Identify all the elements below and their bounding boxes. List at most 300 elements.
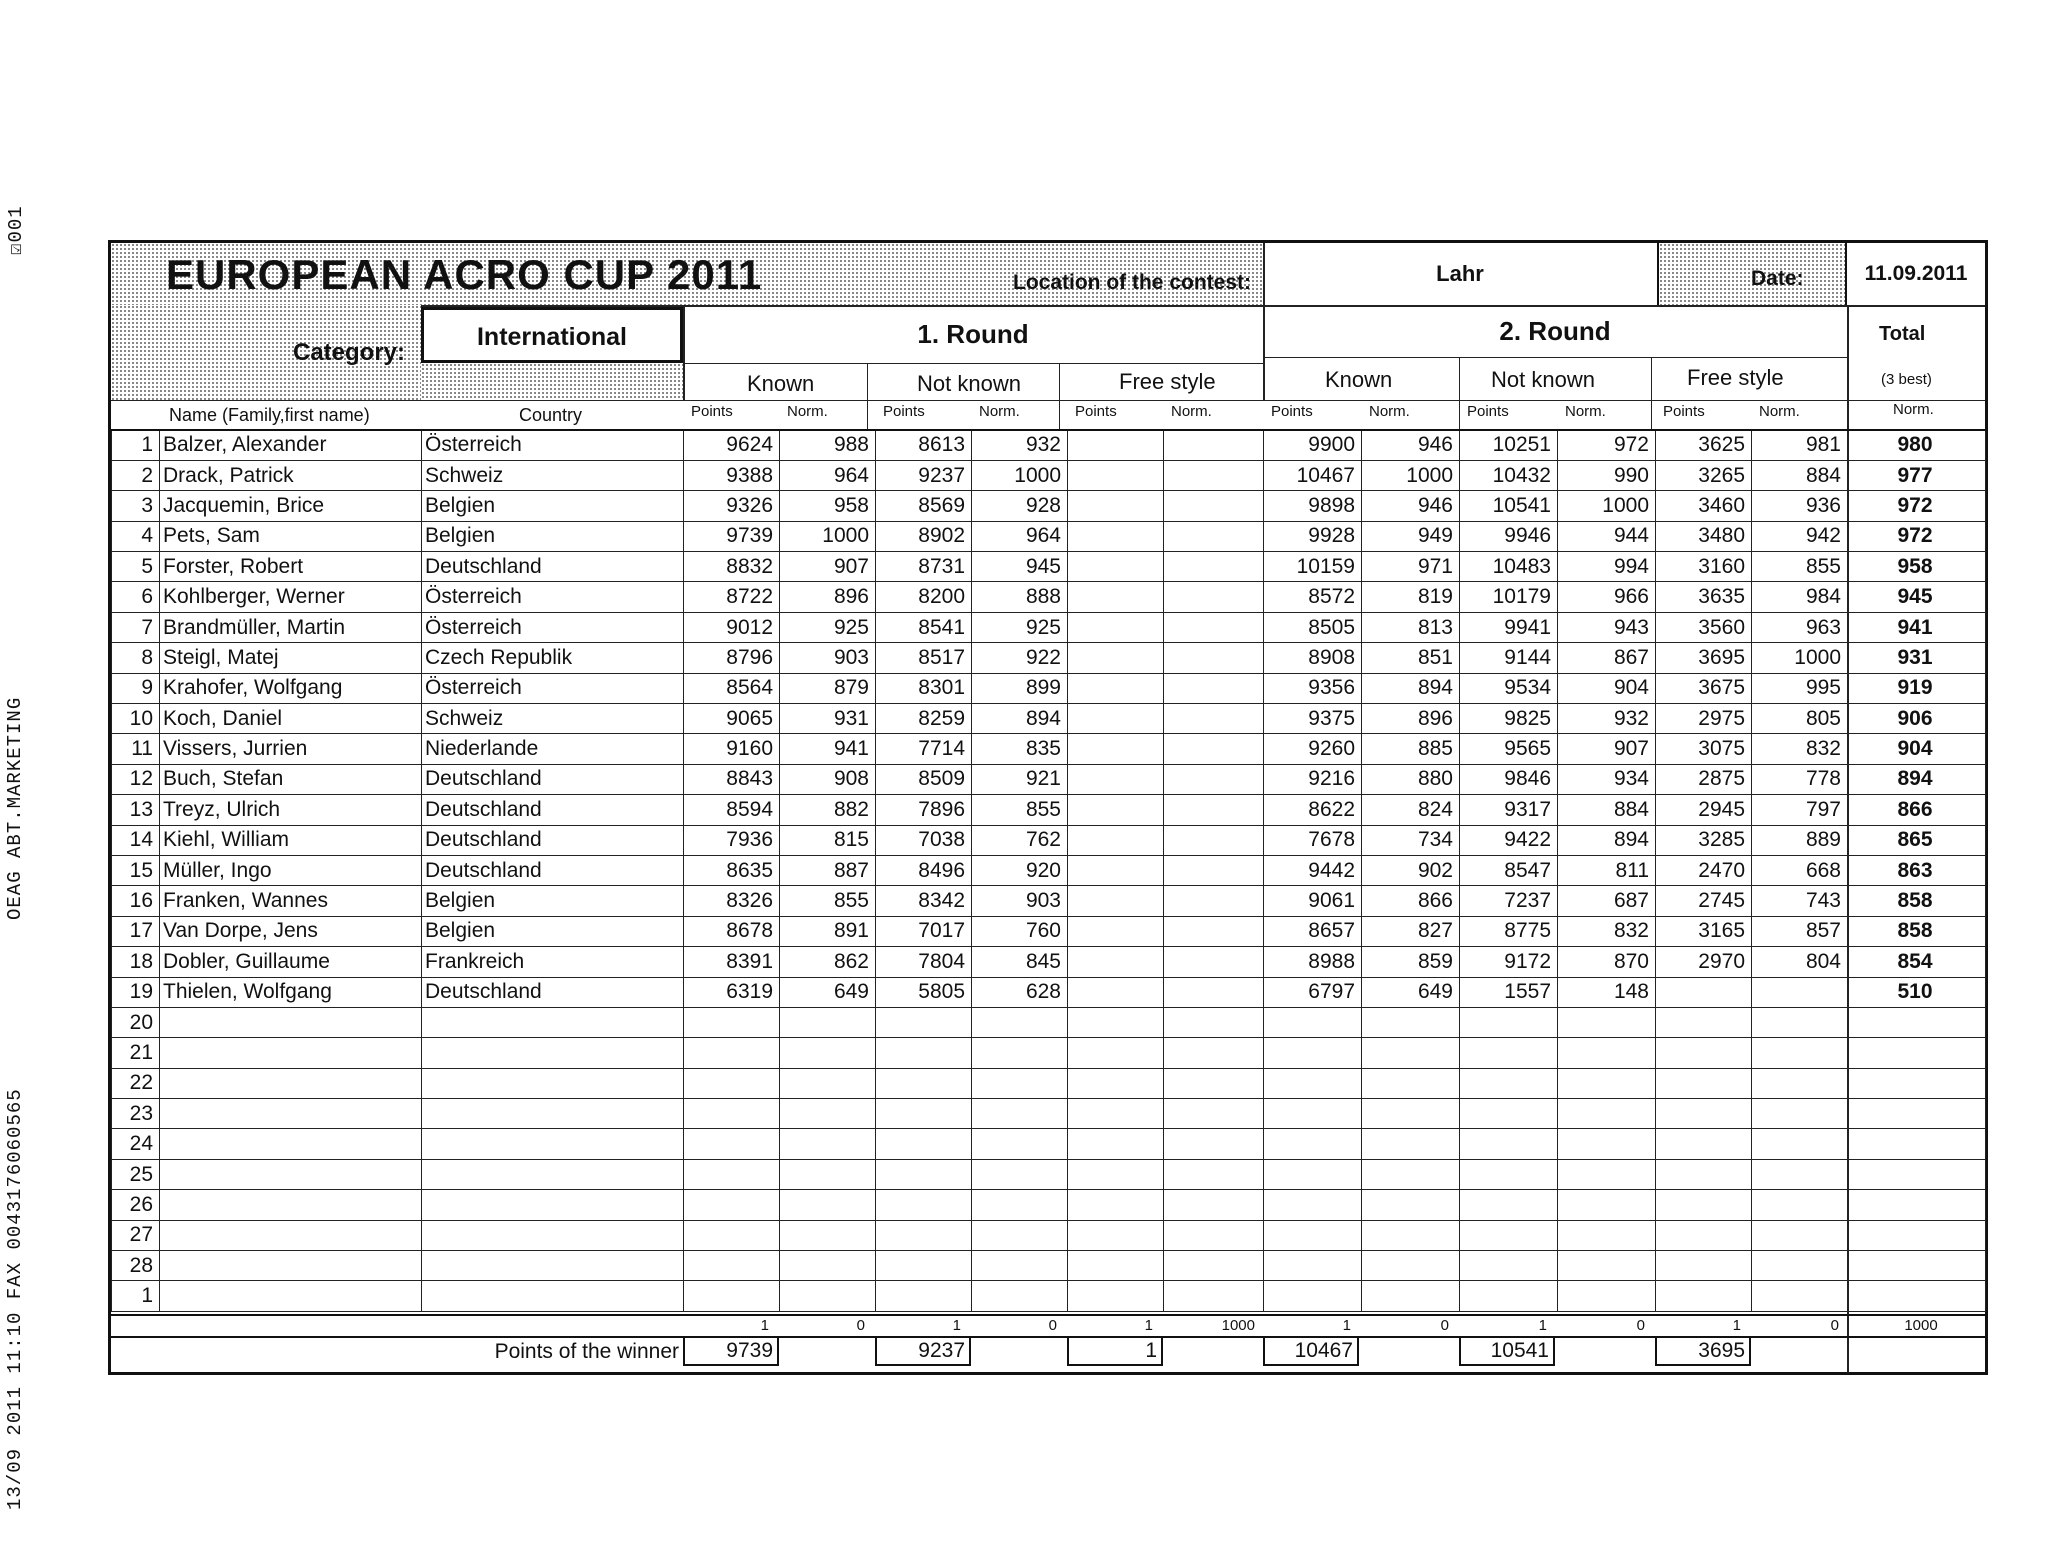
score-cell: 9317	[1460, 795, 1558, 825]
score-cell	[1558, 1099, 1656, 1129]
total-cell: 510	[1848, 977, 1986, 1007]
score-cell: 7896	[876, 795, 972, 825]
norm-subheader: Norm.	[787, 403, 828, 420]
score-cell: 942	[1752, 521, 1848, 551]
table-row	[112, 643, 1986, 673]
score-cell: 8635	[684, 855, 780, 885]
score-cell: 9624	[684, 430, 780, 460]
score-cell	[1068, 491, 1164, 521]
score-cell	[1164, 1281, 1264, 1311]
score-cell	[1460, 1129, 1558, 1159]
score-cell: 870	[1558, 947, 1656, 977]
rank-cell: 1	[112, 430, 160, 460]
name-cell: Franken, Wannes	[160, 886, 422, 916]
country-cell: Deutschland	[422, 855, 684, 885]
country-cell: Schweiz	[422, 460, 684, 490]
score-cell	[1164, 1007, 1264, 1037]
score-cell: 8908	[1264, 643, 1362, 673]
score-cell: 1557	[1460, 977, 1558, 1007]
score-cell: 891	[780, 916, 876, 946]
name-cell: Steigl, Matej	[160, 643, 422, 673]
score-cell: 899	[972, 673, 1068, 703]
norm-factor: 0	[1830, 1317, 1839, 1334]
score-cell: 5805	[876, 977, 972, 1007]
total-cell: 854	[1848, 947, 1986, 977]
score-cell	[1752, 1129, 1848, 1159]
score-cell	[780, 1007, 876, 1037]
score-cell: 10541	[1460, 491, 1558, 521]
score-cell	[1164, 886, 1264, 916]
total-norm-header: Norm.	[1893, 401, 1934, 418]
rank-cell: 6	[112, 582, 160, 612]
score-cell	[1068, 460, 1164, 490]
score-cell: 649	[1362, 977, 1460, 1007]
score-cell: 920	[972, 855, 1068, 885]
norm-factor: 0	[1440, 1317, 1449, 1334]
score-cell	[876, 1129, 972, 1159]
table-row	[112, 1038, 1986, 1068]
rank-cell: 27	[112, 1220, 160, 1250]
points-subheader: Points	[1271, 403, 1313, 420]
table-row	[112, 947, 1986, 977]
score-cell: 8200	[876, 582, 972, 612]
score-cell	[876, 1220, 972, 1250]
score-cell: 835	[972, 734, 1068, 764]
r2-free-style-label: Free style	[1687, 365, 1784, 390]
country-cell	[422, 1159, 684, 1189]
country-cell: Belgien	[422, 886, 684, 916]
score-cell	[1068, 795, 1164, 825]
score-cell: 889	[1752, 825, 1848, 855]
score-cell: 994	[1558, 552, 1656, 582]
score-cell	[972, 1190, 1068, 1220]
score-cell: 8342	[876, 886, 972, 916]
score-cell: 866	[1362, 886, 1460, 916]
name-cell: Kohlberger, Werner	[160, 582, 422, 612]
score-cell: 884	[1558, 795, 1656, 825]
total-cell: 941	[1848, 612, 1986, 642]
score-cell: 857	[1752, 916, 1848, 946]
score-cell	[1164, 673, 1264, 703]
score-cell: 2745	[1656, 886, 1752, 916]
winner-points-label: Points of the winner	[494, 1340, 679, 1363]
score-cell	[1068, 673, 1164, 703]
total-cell	[1848, 1129, 1986, 1159]
name-cell: Brandmüller, Martin	[160, 612, 422, 642]
score-cell: 8832	[684, 552, 780, 582]
score-cell	[1068, 704, 1164, 734]
norm-subheader: Norm.	[979, 403, 1020, 420]
score-cell: 797	[1752, 795, 1848, 825]
table-row	[112, 734, 1986, 764]
score-cell: 3075	[1656, 734, 1752, 764]
name-cell: Drack, Patrick	[160, 460, 422, 490]
date-label: Date:	[1751, 267, 1804, 290]
score-cell: 8505	[1264, 612, 1362, 642]
score-cell: 6319	[684, 977, 780, 1007]
table-row	[112, 1007, 1986, 1037]
country-cell: Czech Republik	[422, 643, 684, 673]
r2-not-known-label: Not known	[1491, 367, 1595, 392]
winner-points-value: 1	[1067, 1336, 1163, 1366]
score-cell	[1068, 612, 1164, 642]
results-sheet	[108, 240, 1988, 1375]
score-cell: 921	[972, 764, 1068, 794]
name-cell: Thielen, Wolfgang	[160, 977, 422, 1007]
round1-label: 1. Round	[917, 319, 1029, 349]
name-cell: Kiehl, William	[160, 825, 422, 855]
score-cell: 9356	[1264, 673, 1362, 703]
score-cell: 988	[780, 430, 876, 460]
total-cell: 972	[1848, 521, 1986, 551]
score-cell	[1164, 947, 1264, 977]
score-cell	[1460, 1099, 1558, 1129]
norm-factor: 1	[1342, 1317, 1351, 1334]
rank-cell: 24	[112, 1129, 160, 1159]
score-cell: 815	[780, 825, 876, 855]
score-cell	[1460, 1159, 1558, 1189]
score-cell	[1752, 1281, 1848, 1311]
table-row	[112, 825, 1986, 855]
score-cell	[1164, 552, 1264, 582]
score-cell: 9825	[1460, 704, 1558, 734]
score-cell: 894	[972, 704, 1068, 734]
score-cell: 8722	[684, 582, 780, 612]
score-cell	[1362, 1007, 1460, 1037]
name-cell: Koch, Daniel	[160, 704, 422, 734]
score-cell	[1068, 947, 1164, 977]
score-cell: 148	[1558, 977, 1656, 1007]
sheet-title: EUROPEAN ACRO CUP 2011	[166, 251, 763, 298]
score-cell	[684, 1251, 780, 1281]
score-cell	[1264, 1129, 1362, 1159]
table-row	[112, 855, 1986, 885]
score-cell: 9061	[1264, 886, 1362, 916]
country-cell: Österreich	[422, 430, 684, 460]
score-cell: 10179	[1460, 582, 1558, 612]
r1-known-label: Known	[747, 371, 815, 396]
total-cell	[1848, 1038, 1986, 1068]
score-cell	[1264, 1220, 1362, 1250]
norm-factor: 0	[1048, 1317, 1057, 1334]
fax-transmission-header	[4, 40, 30, 1510]
table-row	[112, 552, 1986, 582]
score-cell	[684, 1220, 780, 1250]
score-cell: 880	[1362, 764, 1460, 794]
score-cell: 9946	[1460, 521, 1558, 551]
country-cell: Österreich	[422, 612, 684, 642]
score-cell: 3675	[1656, 673, 1752, 703]
score-cell: 903	[780, 643, 876, 673]
score-cell: 8796	[684, 643, 780, 673]
score-cell: 1000	[780, 521, 876, 551]
total-cell	[1848, 1068, 1986, 1098]
score-cell	[1164, 795, 1264, 825]
score-cell: 3165	[1656, 916, 1752, 946]
table-row	[112, 1220, 1986, 1250]
score-cell: 896	[1362, 704, 1460, 734]
score-cell: 734	[1362, 825, 1460, 855]
country-cell: Belgien	[422, 521, 684, 551]
score-cell	[1264, 1251, 1362, 1281]
score-cell	[1164, 1190, 1264, 1220]
total-cell	[1848, 1159, 1986, 1189]
score-cell	[1164, 1099, 1264, 1129]
score-cell: 7678	[1264, 825, 1362, 855]
total-cell	[1848, 1281, 1986, 1311]
score-cell	[1558, 1007, 1656, 1037]
score-cell: 668	[1752, 855, 1848, 885]
score-cell: 10159	[1264, 552, 1362, 582]
score-cell: 908	[780, 764, 876, 794]
score-cell	[1460, 1220, 1558, 1250]
score-cell	[1068, 552, 1164, 582]
score-cell	[1264, 1099, 1362, 1129]
score-cell: 990	[1558, 460, 1656, 490]
norm-factor: 1	[1538, 1317, 1547, 1334]
score-cell: 941	[780, 734, 876, 764]
score-cell	[684, 1068, 780, 1098]
score-cell: 9422	[1460, 825, 1558, 855]
score-cell: 8657	[1264, 916, 1362, 946]
country-cell: Österreich	[422, 673, 684, 703]
name-cell: Pets, Sam	[160, 521, 422, 551]
score-cell	[972, 1281, 1068, 1311]
total-subtitle: (3 best)	[1881, 371, 1932, 388]
score-cell: 628	[972, 977, 1068, 1007]
norm-factor: 1	[952, 1317, 961, 1334]
score-cell	[972, 1099, 1068, 1129]
score-cell: 894	[1558, 825, 1656, 855]
country-cell	[422, 1099, 684, 1129]
score-cell	[1558, 1129, 1656, 1159]
round2-label: 2. Round	[1499, 316, 1611, 346]
table-row	[112, 1129, 1986, 1159]
country-cell	[422, 1281, 684, 1311]
score-cell: 8572	[1264, 582, 1362, 612]
country-cell: Deutschland	[422, 825, 684, 855]
score-cell	[1164, 1068, 1264, 1098]
score-cell: 9237	[876, 460, 972, 490]
score-cell: 3480	[1656, 521, 1752, 551]
rank-cell: 18	[112, 947, 160, 977]
score-cell: 811	[1558, 855, 1656, 885]
score-cell: 805	[1752, 704, 1848, 734]
score-cell: 9565	[1460, 734, 1558, 764]
score-cell	[1362, 1190, 1460, 1220]
country-cell: Deutschland	[422, 764, 684, 794]
score-cell	[1656, 1038, 1752, 1068]
winner-points-value: 9739	[683, 1336, 779, 1366]
name-column-header: Name (Family,first name)	[169, 405, 370, 425]
score-cell	[1164, 612, 1264, 642]
name-cell	[160, 1068, 422, 1098]
score-cell	[1460, 1281, 1558, 1311]
total-cell: 866	[1848, 795, 1986, 825]
score-cell: 958	[780, 491, 876, 521]
rank-cell: 17	[112, 916, 160, 946]
score-cell	[1164, 825, 1264, 855]
score-cell: 882	[780, 795, 876, 825]
score-cell	[684, 1099, 780, 1129]
score-cell: 762	[972, 825, 1068, 855]
score-cell	[1164, 1038, 1264, 1068]
rank-cell: 13	[112, 795, 160, 825]
score-cell	[684, 1281, 780, 1311]
score-cell: 8564	[684, 673, 780, 703]
score-cell	[1752, 1159, 1848, 1189]
score-cell	[1068, 430, 1164, 460]
country-cell: Niederlande	[422, 734, 684, 764]
score-cell	[1164, 855, 1264, 885]
score-cell: 778	[1752, 764, 1848, 794]
score-cell	[1752, 1251, 1848, 1281]
rank-cell: 5	[112, 552, 160, 582]
country-cell: Frankreich	[422, 947, 684, 977]
score-cell: 944	[1558, 521, 1656, 551]
score-cell	[1068, 1251, 1164, 1281]
name-cell	[160, 1129, 422, 1159]
rank-cell: 1	[112, 1281, 160, 1311]
score-cell	[684, 1038, 780, 1068]
score-cell: 1000	[972, 460, 1068, 490]
score-cell: 832	[1752, 734, 1848, 764]
score-cell	[1460, 1251, 1558, 1281]
score-cell: 8731	[876, 552, 972, 582]
score-cell	[684, 1190, 780, 1220]
rank-cell: 15	[112, 855, 160, 885]
name-cell: Dobler, Guillaume	[160, 947, 422, 977]
total-cell	[1848, 1007, 1986, 1037]
score-cell: 907	[1558, 734, 1656, 764]
score-cell: 8259	[876, 704, 972, 734]
table-row	[112, 612, 1986, 642]
score-cell	[1068, 1129, 1164, 1159]
score-cell	[1164, 1251, 1264, 1281]
score-cell: 2470	[1656, 855, 1752, 885]
score-cell: 8902	[876, 521, 972, 551]
score-cell	[1656, 1251, 1752, 1281]
table-row	[112, 1159, 1986, 1189]
score-cell: 8541	[876, 612, 972, 642]
score-cell	[1068, 643, 1164, 673]
score-cell: 907	[780, 552, 876, 582]
score-cell	[1164, 521, 1264, 551]
total-cell: 931	[1848, 643, 1986, 673]
score-cell: 9216	[1264, 764, 1362, 794]
rank-cell: 11	[112, 734, 160, 764]
table-row	[112, 430, 1986, 460]
table-row	[112, 673, 1986, 703]
norm-factor: 1	[760, 1317, 769, 1334]
score-cell: 3695	[1656, 643, 1752, 673]
winner-points-value: 3695	[1655, 1336, 1751, 1366]
score-cell	[1264, 1159, 1362, 1189]
score-cell	[1164, 1129, 1264, 1159]
score-cell	[1558, 1190, 1656, 1220]
score-cell: 9388	[684, 460, 780, 490]
score-cell	[1068, 734, 1164, 764]
score-cell: 851	[1362, 643, 1460, 673]
country-cell	[422, 1038, 684, 1068]
total-cell: 858	[1848, 886, 1986, 916]
rank-cell: 12	[112, 764, 160, 794]
score-cell: 964	[972, 521, 1068, 551]
score-cell	[876, 1038, 972, 1068]
score-cell: 8988	[1264, 947, 1362, 977]
table-row	[112, 916, 1986, 946]
score-cell: 827	[1362, 916, 1460, 946]
total-cell: 972	[1848, 491, 1986, 521]
score-cell	[1558, 1159, 1656, 1189]
score-cell: 8547	[1460, 855, 1558, 885]
score-cell: 649	[780, 977, 876, 1007]
score-cell	[1068, 1159, 1164, 1189]
score-cell	[780, 1129, 876, 1159]
score-cell: 687	[1558, 886, 1656, 916]
total-cell: 980	[1848, 430, 1986, 460]
score-cell: 932	[972, 430, 1068, 460]
score-cell	[1068, 764, 1164, 794]
score-cell	[1068, 521, 1164, 551]
score-cell: 7804	[876, 947, 972, 977]
score-cell	[1558, 1220, 1656, 1250]
country-cell: Schweiz	[422, 704, 684, 734]
score-cell	[1752, 1190, 1848, 1220]
rank-cell: 25	[112, 1159, 160, 1189]
score-cell	[972, 1251, 1068, 1281]
score-cell	[1068, 977, 1164, 1007]
location-label: Location of the contest:	[1013, 271, 1251, 294]
total-cell: 863	[1848, 855, 1986, 885]
score-cell	[1164, 491, 1264, 521]
table-row	[112, 704, 1986, 734]
location-value: Lahr	[1436, 261, 1484, 286]
score-cell	[1264, 1068, 1362, 1098]
total-cell: 858	[1848, 916, 1986, 946]
score-cell	[1164, 643, 1264, 673]
score-cell: 946	[1362, 491, 1460, 521]
score-cell: 9442	[1264, 855, 1362, 885]
score-cell: 2970	[1656, 947, 1752, 977]
score-cell	[1558, 1281, 1656, 1311]
score-cell	[780, 1159, 876, 1189]
winner-points-row	[111, 1336, 1985, 1368]
score-cell: 932	[1558, 704, 1656, 734]
norm-subheader: Norm.	[1171, 403, 1212, 420]
category-value: International	[421, 307, 683, 363]
table-row	[112, 1099, 1986, 1129]
score-cell: 9260	[1264, 734, 1362, 764]
score-cell	[1558, 1038, 1656, 1068]
name-cell: Buch, Stefan	[160, 764, 422, 794]
country-cell	[422, 1007, 684, 1037]
name-cell: Treyz, Ulrich	[160, 795, 422, 825]
score-cell	[876, 1251, 972, 1281]
score-cell: 760	[972, 916, 1068, 946]
score-cell: 9065	[684, 704, 780, 734]
country-cell	[422, 1068, 684, 1098]
total-cell: 865	[1848, 825, 1986, 855]
score-cell: 885	[1362, 734, 1460, 764]
score-cell: 9144	[1460, 643, 1558, 673]
score-cell: 8301	[876, 673, 972, 703]
score-cell	[1264, 1007, 1362, 1037]
score-cell	[1656, 1129, 1752, 1159]
score-cell	[780, 1251, 876, 1281]
rank-cell: 23	[112, 1099, 160, 1129]
table-row	[112, 1068, 1986, 1098]
